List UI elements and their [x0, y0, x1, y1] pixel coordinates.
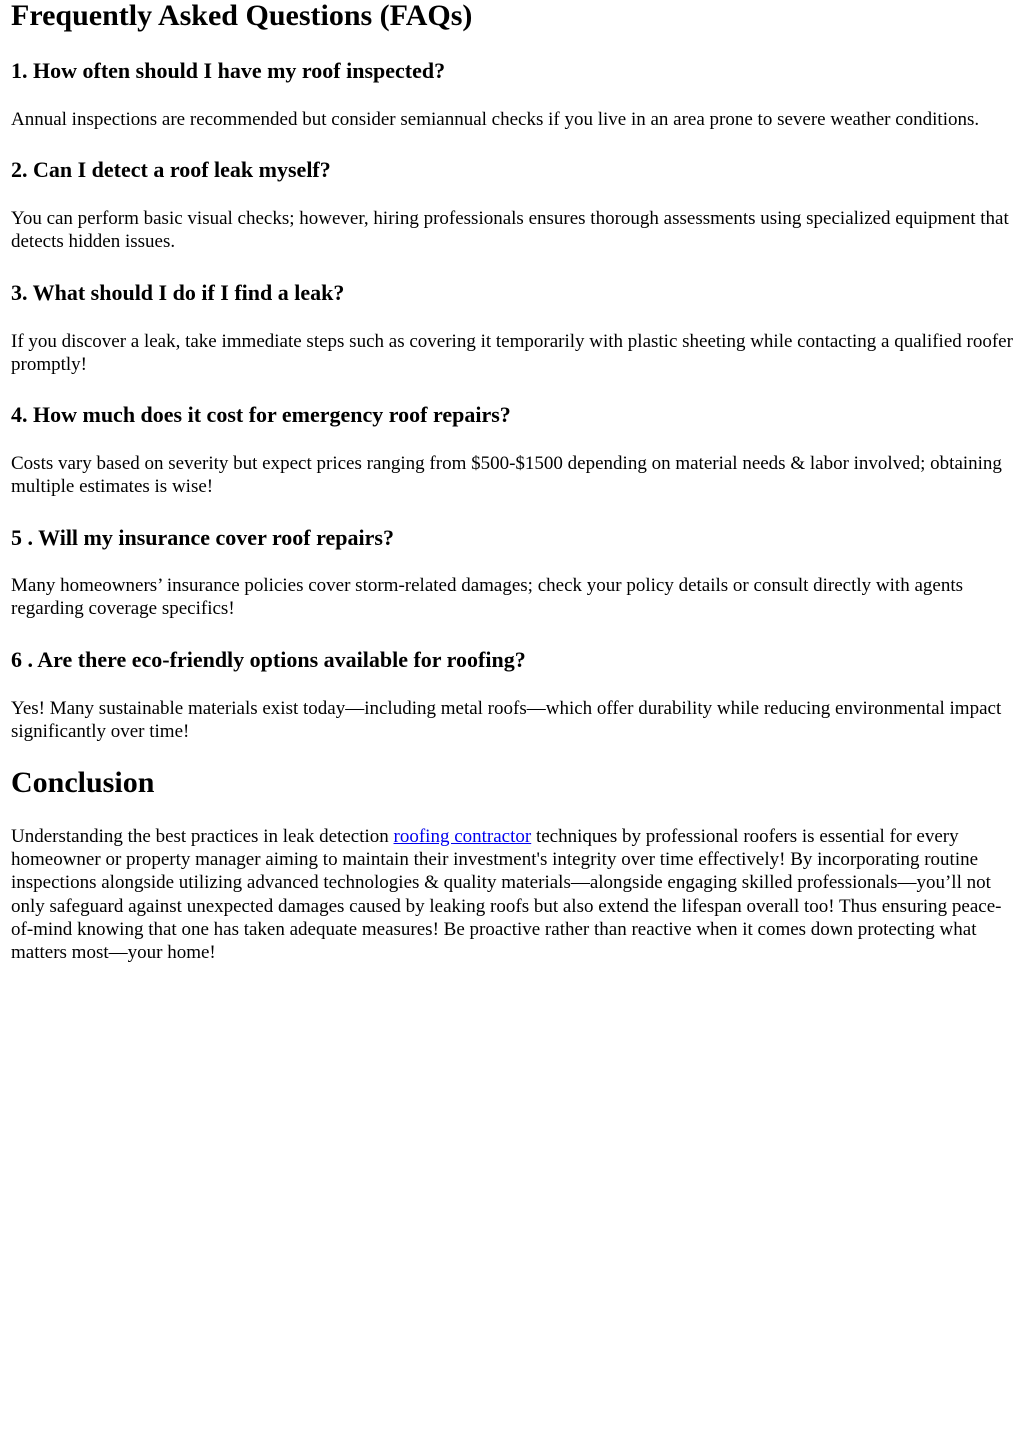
roofing-contractor-link[interactable]: roofing contractor — [393, 826, 532, 847]
faq-question-4: 4. How much does it cost for emergency roof repairs? — [11, 402, 511, 427]
faq-answer-4: Costs vary based on severity but expect prices ranging from $500-$1500 depending on material needs & labor involved; obtaining multiple estimates is wise! — [11, 453, 1002, 497]
conclusion-text-after-link: techniques by professional roofers is essential for every homeowner or property manager aiming to maintain their investment's integrity over time effectively! By incorporating routine inspections alongside utilizing advanced technologies & quality materials—alongside engaging skilled professionals—you’ll not only safeguard against unexpected damages caused by leaking roofs but also extend the lifespan overall too! Thus ensuring peace-of-mind knowing that one has taken adequate measures! Be proactive rather than reactive when it comes down protecting what matters most—your home! — [11, 826, 1002, 964]
conclusion-paragraph — [11, 825, 1013, 964]
faq-question-6: 6 . Are there eco-friendly options available for roofing? — [11, 647, 526, 672]
faq-answer-6: Yes! Many sustainable materials exist today—including metal roofs—which offer durability while reducing environmental impact significantly over time! — [11, 698, 1002, 742]
faq-heading: Frequently Asked Questions (FAQs) — [11, 0, 473, 32]
faq-question-5: 5 . Will my insurance cover roof repairs? — [11, 525, 394, 550]
faq-question-3: 3. What should I do if I find a leak? — [11, 280, 345, 305]
faq-answer-1: Annual inspections are recommended but consider semiannual checks if you live in an area prone to severe weather conditions. — [11, 109, 980, 130]
conclusion-text-before-link: Understanding the best practices in leak detection — [11, 826, 394, 847]
faq-question-1: 1. How often should I have my roof inspected? — [11, 58, 446, 83]
faq-answer-3: If you discover a leak, take immediate steps such as covering it temporarily with plastic sheeting while contacting a qualified roofer promptly! — [11, 331, 1013, 375]
faq-question-2: 2. Can I detect a roof leak myself? — [11, 157, 331, 182]
faq-answer-5: Many homeowners’ insurance policies cover storm-related damages; check your policy details or consult directly with agents regarding coverage specifics! — [11, 575, 963, 619]
conclusion-heading: Conclusion — [11, 766, 155, 799]
faq-answer-2: You can perform basic visual checks; however, hiring professionals ensures thorough assessments using specialized equipment that detects hidden issues. — [11, 208, 1009, 252]
